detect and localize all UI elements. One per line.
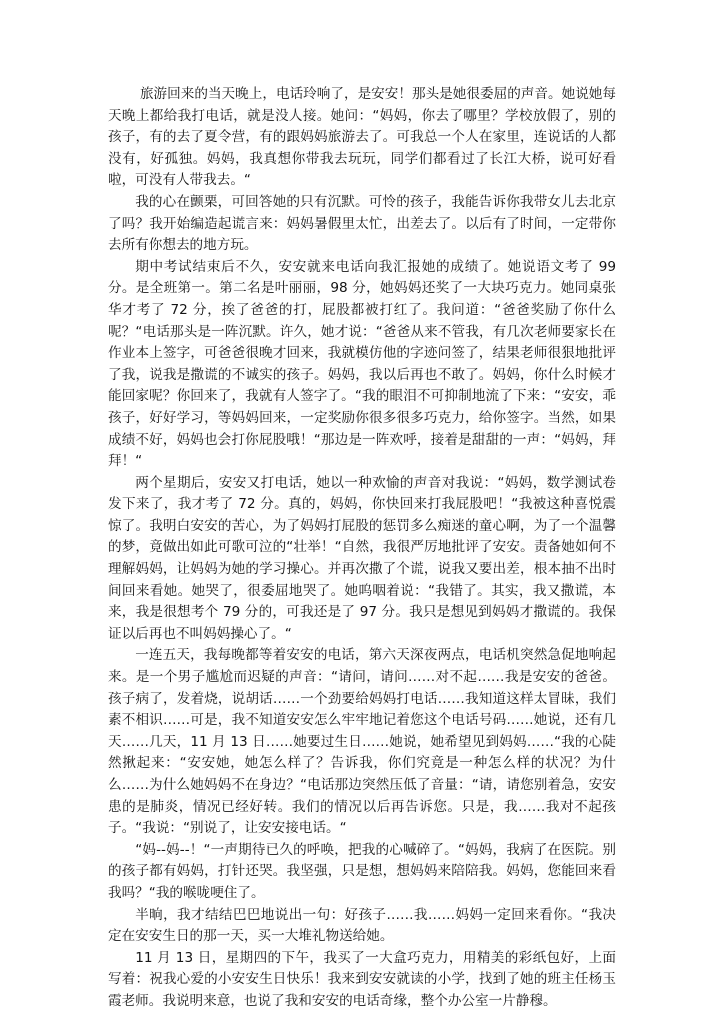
paragraph-6: “妈--妈--！“一声期待已久的呼唤，把我的心喊碎了。“妈妈，我病了在医院。别的孩子都有妈妈，打针还哭。我坚强，只是想，想妈妈来陪陪我。妈妈，您能回来看我吗？“我的喉咙哽住了。 — [108, 841, 616, 901]
paragraph-2: 我的心在颤栗，可回答她的只有沉默。可怜的孩子，我能告诉你我带女儿去北京了吗？我开始编造起谎言来：妈妈暑假里太忙，出差去了。以后有了时间，一定带你去所有你想去的地方玩。 — [108, 193, 616, 254]
document-page — [108, 84, 616, 1013]
paragraph-1: 旅游回来的当天晚上，电话玲响了，是安安！那头是她很委屈的声音。她说她每天晚上都给我打电话，就是没人接。她问：“妈妈，你去了哪里？学校放假了，别的孩子，有的去了夏令营，有的跟妈妈旅游去了。可我总一个人在家里，连说话的人都没有，好孤独。妈妈，我真想你带我去玩玩，同学们都看过了长江大桥，说可好看啦，可没有人带我去。“ — [108, 86, 616, 189]
paragraph-3: 期中考试结束后不久，安安就来电话向我汇报她的成绩了。她说语文考了 99 分。是全班第一。第二名是叶丽丽，98 分，她妈妈还奖了一大块巧克力。她同桌张华才考了 72 分，挨了爸爸的打，屁股都被打红了。我问道：“爸爸奖励了你什么呢？“电话那头是一阵沉默。许久，她才说：“爸爸从来不管我，有几次老师要家长在作业本上签字，可爸爸很晚才回来，我就模仿他的字迹问签了，结果老师很狠地批评了我，说我是撒谎的不诚实的孩子。妈妈，我以后再也不敢了。妈妈，你什么时候才能回家呢？你回来了，我就有人签字了。“我的眼泪不可抑制地流了下来：“安安，乖孩子，好好学习，等妈妈回来，一定奖励你很多很多巧克力，给你签字。当然，如果成绩不好，妈妈也会打你屁股哦！“那边是一阵欢呼，接着是甜甜的一声：“妈妈，拜拜！“ — [108, 258, 616, 470]
paragraph-8: 11 月 13 日，星期四的下午，我买了一大盒巧克力，用精美的彩纸包好，上面写着：祝我心爱的小安安生日快乐！我来到安安就读的小学，找到了她的班主任杨玉霞老师。我说明来意，也说了我和安安的电话奇缘，整个办公室一片静穆。 — [108, 949, 616, 1009]
paragraph-5: 一连五天，我每晚都等着安安的电话，第六天深夜两点，电话机突然急促地响起来。是一个男子尴尬而迟疑的声音：“请问，请问……对不起……我是安安的爸爸。孩子病了，发着烧，说胡话……一个劲要给妈妈打电话……我知道这样太冒昧，我们素不相识……可是，我不知道安安怎么牢牢地记着您这个电话号码……她说，还有几天……几天，11 月 13 日……她要过生日……她说，她希望见到妈妈……“我的心陡然揪起来：“安安她，她怎么样了？告诉我，你们究竟是一种怎么样的状况？为什么……为什么她妈妈不在身边？“电话那边突然压低了音量：“请，请您别着急，安安患的是肺炎，情况已经好转。我们的情况以后再告诉您。只是，我……我对不起孩子。“我说：“别说了，让安安接电话。“ — [108, 647, 616, 837]
paragraph-4: 两个星期后，安安又打电话，她以一种欢愉的声音对我说：“妈妈，数学测试卷发下来了，我才考了 72 分。真的，妈妈，你快回来打我屁股吧！“我被这种喜悦震惊了。我明白安安的苦心，为了妈妈打屁股的惩罚多么痴迷的童心啊，为了一个温馨的梦，竟做出如此可歌可泣的“壮举！“自然，我很严厉地批评了安安。责备她如何不理解妈妈，让妈妈为她的学习操心。并再次撒了个谎，说我又要出差，根本抽不出时间回来看她。她哭了，很委屈地哭了。她呜咽着说：“我错了。其实，我又撒谎，本来，我是很想考个 79 分的，可我还是了 97 分。我只是想见到妈妈才撒谎的。我保证以后再也不叫妈妈操心了。“ — [108, 474, 616, 642]
paragraph-7: 半晌，我才结结巴巴地说出一句：好孩子……我……妈妈一定回来看你。“我决定在安安生日的那一天，买一大堆礼物送给她。 — [108, 906, 616, 945]
